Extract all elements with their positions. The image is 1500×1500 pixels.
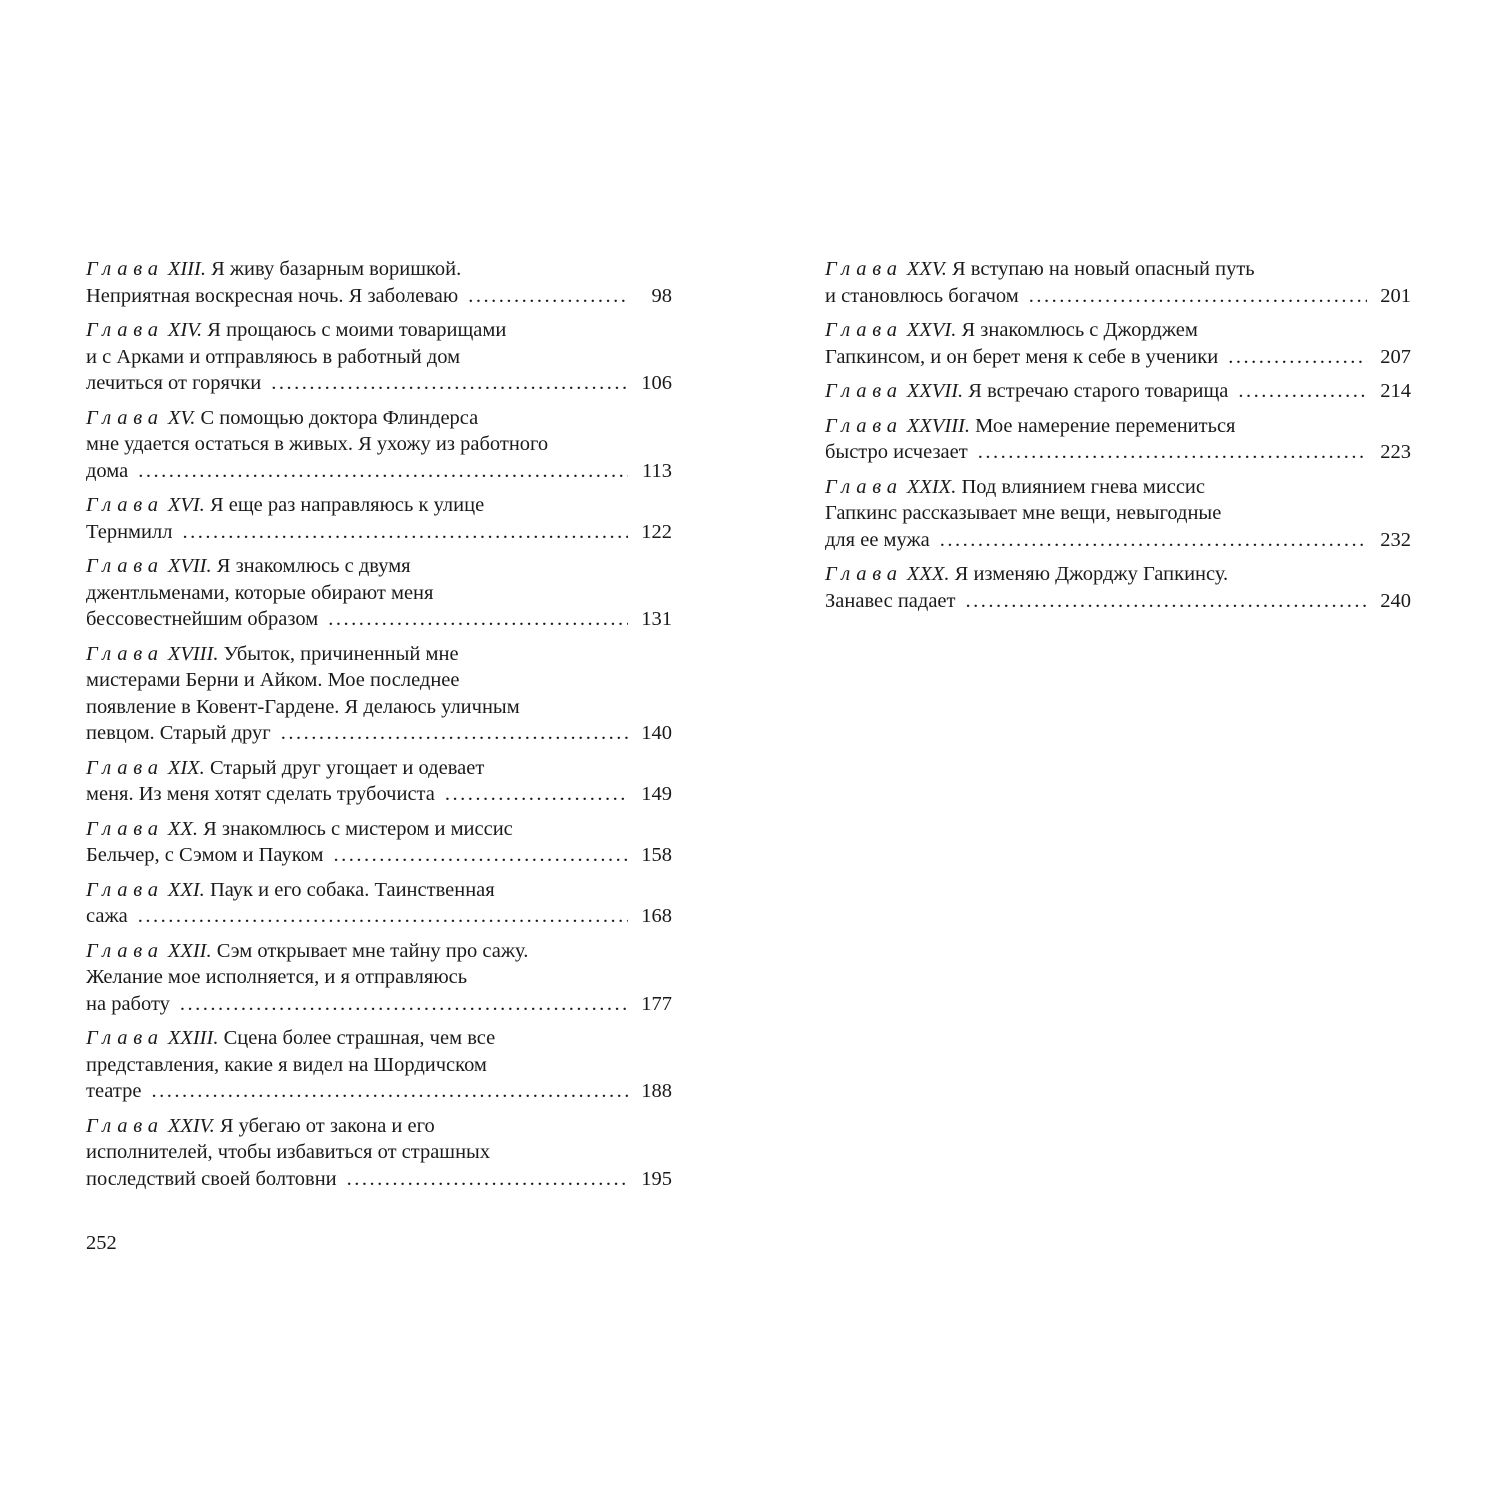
dot-leader — [182, 519, 628, 546]
toc-entry-line — [86, 317, 672, 344]
chapter-label: Глава — [825, 380, 903, 402]
dot-leader — [138, 458, 628, 485]
chapter-title-text: Я знакомлюсь с мистером и миссис — [203, 817, 513, 840]
chapter-label: Глава — [86, 642, 164, 665]
toc-entry-line — [86, 1166, 672, 1193]
chapter-title-text: певцом. Старый друг — [86, 722, 271, 744]
toc-entry-line — [86, 405, 672, 432]
chapter-page-number: 168 — [641, 905, 672, 927]
toc-entry-line — [86, 1025, 672, 1052]
toc-entry-line — [86, 1113, 672, 1140]
toc-entry — [86, 553, 672, 633]
toc-entry-line — [86, 256, 672, 283]
chapter-title-text: Гапкинсом, и он берет меня к себе в ученики — [825, 345, 1219, 368]
chapter-title-text: и становлюсь богачом — [825, 284, 1019, 307]
dot-leader — [151, 1078, 628, 1105]
toc-entry-line — [86, 877, 672, 904]
toc-entry-line — [86, 720, 672, 747]
toc-entry — [86, 877, 672, 930]
toc-entry — [825, 474, 1411, 554]
chapter-title-text: последствий своей болтовни — [86, 1167, 337, 1190]
toc-entry-line — [86, 667, 672, 694]
chapter-page-number: 122 — [641, 520, 672, 543]
toc-entry — [825, 413, 1411, 466]
chapter-label: Глава — [86, 406, 164, 429]
chapter-number: XIII. — [167, 258, 206, 280]
dot-leader — [966, 588, 1368, 615]
toc-entry — [86, 816, 672, 869]
chapter-title-text: Под влиянием гнева миссис — [961, 475, 1205, 498]
chapter-page-number: 177 — [641, 992, 672, 1015]
chapter-title-text: Неприятная воскресная ночь. Я заболеваю — [86, 284, 459, 307]
chapter-label: Глава — [86, 555, 164, 577]
toc-entry-line — [86, 755, 672, 782]
chapter-page-number: 214 — [1380, 380, 1411, 402]
toc-entry-line — [86, 1052, 672, 1079]
chapter-page-number: 158 — [641, 844, 672, 866]
toc-entry — [86, 317, 672, 397]
toc-entry-line — [86, 431, 672, 458]
toc-entry-line — [825, 413, 1411, 440]
chapter-page-number: 106 — [641, 372, 672, 394]
chapter-page-number: 188 — [641, 1080, 672, 1102]
chapter-page-number: 232 — [1380, 528, 1411, 551]
chapter-title-text: Бельчер, с Сэмом и Пауком — [86, 844, 324, 866]
dot-leader — [940, 527, 1367, 554]
chapter-page-number: 195 — [641, 1167, 672, 1190]
chapter-title-text: Сцена более страшная, чем все — [223, 1027, 496, 1049]
toc-entry-line — [86, 344, 672, 371]
chapter-page-number: 207 — [1380, 345, 1411, 368]
dot-leader — [180, 991, 628, 1018]
dot-leader — [328, 606, 628, 633]
chapter-title-text: Я изменяю Джорджу Гапкинсу. — [954, 563, 1229, 585]
chapter-title-text: Мое намерение перемениться — [975, 414, 1236, 437]
chapter-label: Глава — [86, 494, 164, 516]
toc-entry — [86, 405, 672, 485]
chapter-title-text: на работу — [86, 992, 170, 1015]
chapter-title-text: Я убегаю от закона и его — [219, 1114, 435, 1137]
chapter-number: XVIII. — [167, 642, 219, 665]
chapter-title-text: сажа — [86, 905, 128, 927]
dot-leader — [347, 1166, 628, 1193]
chapter-title-text: Я живу базарным воришкой. — [211, 258, 462, 280]
toc-entry-line — [86, 641, 672, 668]
chapter-page-number: 131 — [641, 608, 672, 630]
chapter-number: XXIX. — [906, 475, 957, 498]
chapter-number: XXIII. — [167, 1027, 219, 1049]
dot-leader — [138, 903, 628, 930]
chapter-title-text: бессовестнейшим образом — [86, 608, 319, 630]
chapter-number: XV. — [167, 406, 196, 429]
toc-left-column — [86, 256, 672, 1200]
chapter-label: Глава — [86, 258, 164, 280]
dot-leader — [281, 720, 628, 747]
toc-entry-line — [86, 991, 672, 1018]
toc-entry-line — [825, 588, 1411, 615]
toc-entry-line — [825, 500, 1411, 527]
chapter-title-text: представления, какие я видел на Шордичском — [86, 1053, 487, 1076]
toc-entry-line — [825, 344, 1411, 371]
chapter-number: XVII. — [167, 555, 212, 577]
toc-entry-line — [86, 842, 672, 869]
chapter-label: Глава — [825, 414, 903, 437]
chapter-label: Глава — [86, 1027, 164, 1049]
chapter-title-text: Я еще раз направляюсь к улице — [209, 494, 485, 516]
toc-right-column — [825, 256, 1411, 622]
chapter-label: Глава — [86, 756, 164, 779]
toc-entry-line — [825, 283, 1411, 310]
chapter-page-number: 223 — [1380, 441, 1411, 463]
dot-leader — [445, 781, 628, 808]
toc-entry — [86, 256, 672, 309]
chapter-title-text: лечиться от горячки — [86, 372, 262, 394]
chapter-title-text: Старый друг угощает и одевает — [209, 756, 485, 779]
toc-entry-line — [86, 1139, 672, 1166]
toc-entry-line — [86, 694, 672, 721]
chapter-page-number: 149 — [641, 783, 672, 805]
toc-entry-line — [86, 938, 672, 965]
toc-entry — [825, 317, 1411, 370]
chapter-title-text: театре — [86, 1080, 142, 1102]
toc-entry-line — [86, 606, 672, 633]
chapter-title-text: Я знакомлюсь с Джорджем — [961, 319, 1198, 341]
toc-entry-line — [86, 370, 672, 397]
chapter-title-text: появление в Ковент-Гардене. Я делаюсь уличным — [86, 695, 520, 718]
chapter-title-text: Я знакомлюсь с двумя — [216, 555, 411, 577]
toc-entry — [86, 492, 672, 545]
chapter-number: XXII. — [167, 939, 212, 962]
chapter-page-number: 201 — [1380, 284, 1411, 307]
dot-leader — [1228, 344, 1367, 371]
page-number: 252 — [86, 1232, 117, 1254]
chapter-title-text: дома — [86, 459, 129, 482]
chapter-title-text: Паук и его собака. Таинственная — [209, 878, 495, 901]
chapter-title-text: Гапкинс рассказывает мне вещи, невыгодные — [825, 502, 1222, 524]
toc-entry — [86, 1025, 672, 1105]
chapter-title-text: быстро исчезает — [825, 441, 968, 463]
toc-entry-line — [825, 317, 1411, 344]
chapter-number: XXV. — [906, 258, 947, 280]
chapter-title-text: джентльменами, которые обирают меня — [86, 581, 434, 604]
toc-entry — [86, 755, 672, 808]
toc-entry-line — [86, 1078, 672, 1105]
chapter-title-text: мистерами Берни и Айком. Мое последнее — [86, 669, 460, 691]
chapter-title-text: мне удается остаться в живых. Я ухожу из работного — [86, 433, 549, 455]
dot-leader — [1238, 378, 1367, 405]
toc-entry-line — [86, 492, 672, 519]
chapter-number: XXVI. — [906, 319, 957, 341]
chapter-label: Глава — [86, 817, 164, 840]
chapter-label: Глава — [825, 319, 903, 341]
toc-entry-line — [86, 903, 672, 930]
chapter-label: Глава — [825, 475, 903, 498]
toc-entry-line — [86, 816, 672, 843]
chapter-title-text: Тернмилл — [86, 520, 173, 543]
chapter-title-text: Сэм открывает мне тайну про сажу. — [216, 939, 529, 962]
toc-entry — [825, 256, 1411, 309]
toc-entry-line — [86, 458, 672, 485]
chapter-title-text: меня. Из меня хотят сделать трубочиста — [86, 783, 435, 805]
chapter-title-text: Я вступаю на новый опасный путь — [952, 258, 1255, 280]
chapter-number: XXVII. — [906, 380, 964, 402]
toc-entry-line — [86, 283, 672, 310]
chapter-number: XXX. — [906, 563, 950, 585]
toc-entry — [86, 1113, 672, 1193]
chapter-page-number: 140 — [641, 722, 672, 744]
chapter-page-number: 240 — [1380, 589, 1411, 612]
dot-leader — [1029, 283, 1367, 310]
chapter-title-text: Желание мое исполняется, и я отправляюсь — [86, 966, 468, 988]
chapter-title-text: Я прощаюсь с моими товарищами — [207, 319, 507, 341]
chapter-number: XXI. — [167, 878, 205, 901]
toc-entry-line — [825, 527, 1411, 554]
chapter-number: XXIV. — [167, 1114, 215, 1137]
toc-entry-line — [825, 561, 1411, 588]
chapter-number: XXVIII. — [906, 414, 970, 437]
dot-leader — [978, 439, 1367, 466]
toc-entry-line — [825, 256, 1411, 283]
chapter-label: Глава — [86, 878, 164, 901]
chapter-title-text: для ее мужа — [825, 528, 930, 551]
dot-leader — [468, 283, 628, 310]
chapter-title-text: исполнителей, чтобы избавиться от страшных — [86, 1141, 491, 1163]
toc-entry — [825, 378, 1411, 405]
dot-leader — [333, 842, 628, 869]
toc-entry-line — [86, 553, 672, 580]
chapter-page-number: 98 — [651, 284, 672, 307]
chapter-label: Глава — [86, 939, 164, 962]
chapter-title-text: Я встречаю старого товарища — [968, 380, 1229, 402]
chapter-label: Глава — [825, 258, 903, 280]
chapter-title-text: и с Арками и отправляюсь в работный дом — [86, 345, 461, 368]
toc-entry-line — [825, 474, 1411, 501]
dot-leader — [271, 370, 628, 397]
toc-entry — [825, 561, 1411, 614]
chapter-number: XX. — [167, 817, 198, 840]
toc-entry-line — [86, 964, 672, 991]
toc-entry-line — [825, 378, 1411, 405]
toc-entry-line — [86, 781, 672, 808]
chapter-label: Глава — [825, 563, 903, 585]
toc-entry-line — [86, 519, 672, 546]
chapter-number: XVI. — [167, 494, 205, 516]
toc-entry-line — [86, 580, 672, 607]
chapter-title-text: С помощью доктора Флиндерса — [200, 406, 479, 429]
chapter-label: Глава — [86, 1114, 164, 1137]
chapter-page-number: 113 — [642, 459, 672, 482]
chapter-title-text: Убыток, причиненный мне — [223, 642, 459, 665]
chapter-label: Глава — [86, 319, 164, 341]
chapter-number: XIV. — [167, 319, 203, 341]
toc-entry-line — [825, 439, 1411, 466]
toc-entry — [86, 641, 672, 747]
chapter-number: XIX. — [167, 756, 205, 779]
toc-entry — [86, 938, 672, 1018]
chapter-title-text: Занавес падает — [825, 589, 956, 612]
